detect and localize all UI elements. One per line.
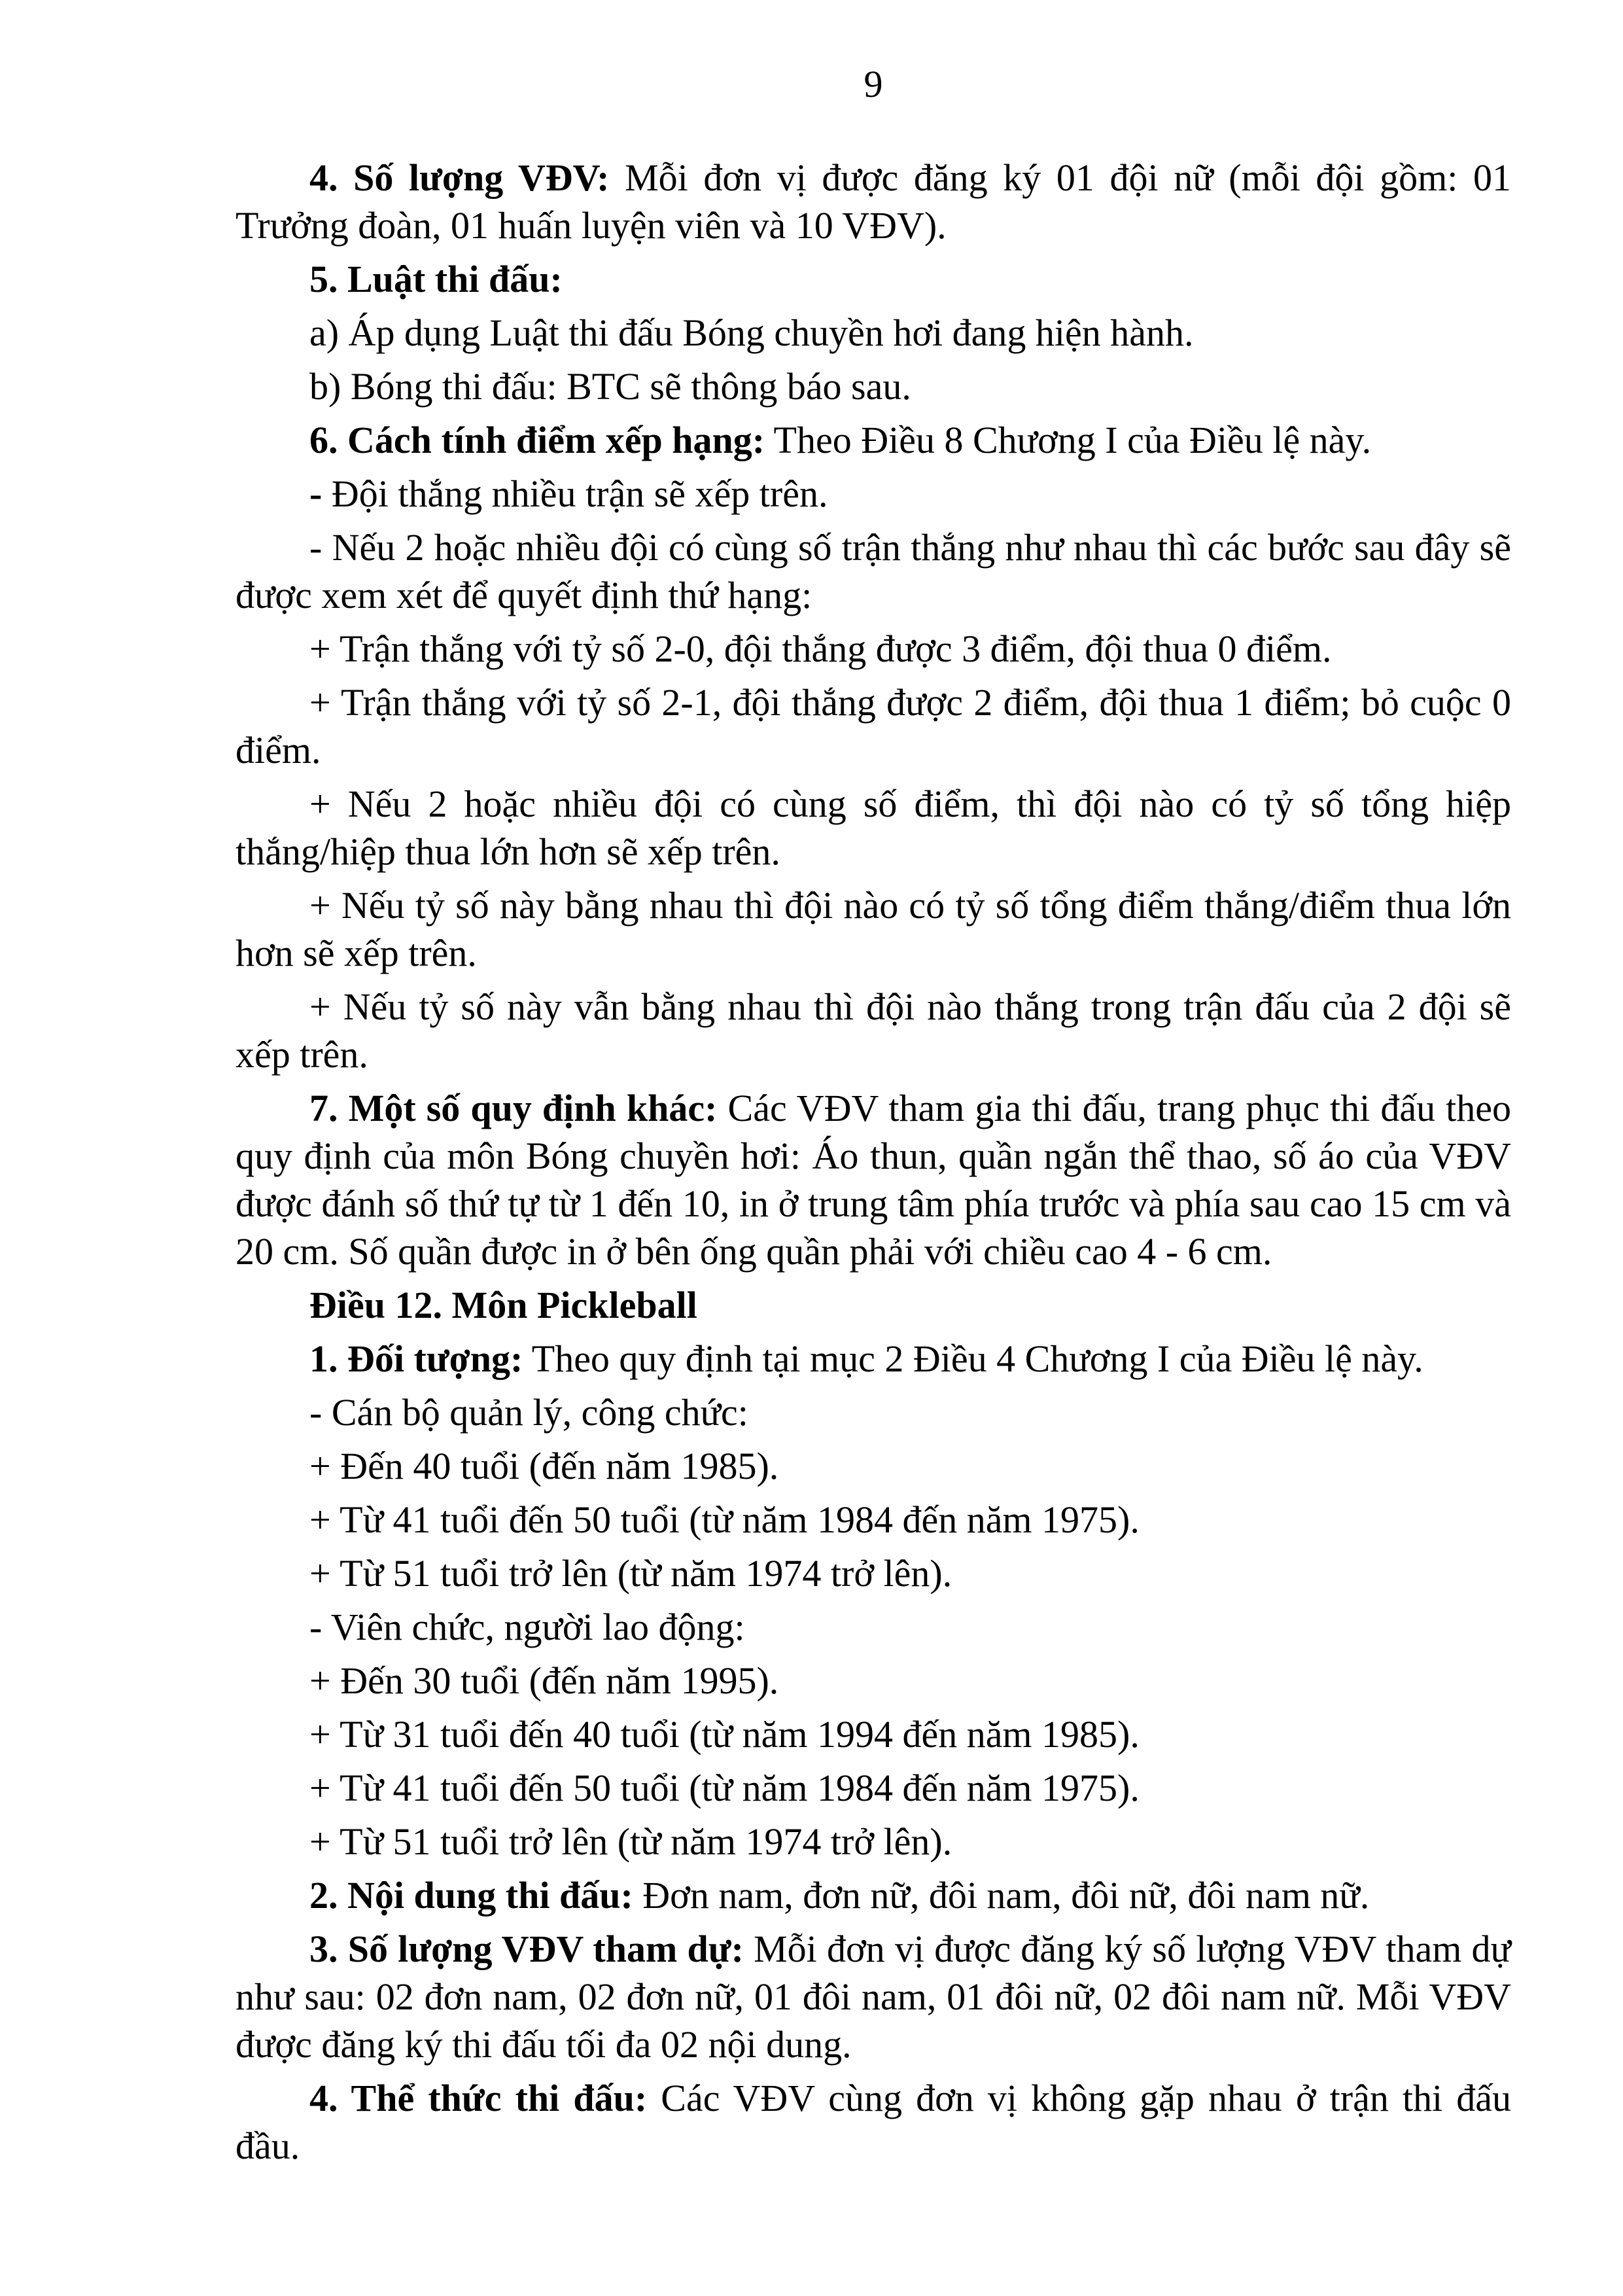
paragraph-lead: 4. Thể thức thi đấu: (309, 2077, 648, 2119)
paragraph-plus-item (236, 780, 1511, 875)
paragraph-the-thuc-thi-dau (236, 2074, 1511, 2170)
paragraph-noi-dung-thi-dau (236, 1871, 1511, 1919)
paragraph-text: + Từ 51 tuổi trở lên (từ năm 1974 trở lên). (309, 1820, 952, 1863)
paragraph-plus-item (236, 1710, 1511, 1758)
paragraph-lead: Điều 12. Môn Pickleball (309, 1284, 697, 1326)
paragraph-doi-tuong (236, 1335, 1511, 1383)
paragraph-cach-tinh-diem (236, 416, 1511, 464)
paragraph-text: - Cán bộ quản lý, công chức: (309, 1391, 748, 1434)
paragraph-plus-item (236, 1657, 1511, 1704)
heading-luat-thi-dau (236, 255, 1511, 303)
paragraph-dash-item (236, 1388, 1511, 1436)
paragraph-text: Theo quy định tại mục 2 Điều 4 Chương I của Điều lệ này. (523, 1337, 1423, 1380)
paragraph-lead: - (309, 472, 323, 515)
paragraph-text: + Trận thắng với tỷ số 2-0, đội thắng được 3 điểm, đội thua 0 điểm. (309, 627, 1332, 670)
paragraph-so-luong-vdv-tham-du (236, 1925, 1511, 2068)
paragraph-quy-dinh-khac (236, 1084, 1511, 1275)
paragraph-text: - Nếu 2 hoặc nhiều đội có cùng số trận thắng như nhau thì các bước sau đây sẽ được xem xét để quyết định thứ hạng: (236, 526, 1511, 616)
paragraph-text: + Nếu 2 hoặc nhiều đội có cùng số điểm, thì đội nào có tỷ số tổng hiệp thắng/hiệp thua lớn hơn sẽ xếp trên. (236, 783, 1511, 873)
paragraph-text: + Từ 31 tuổi đến 40 tuổi (từ năm 1994 đến năm 1985). (309, 1713, 1140, 1756)
paragraph-so-luong-vdv (236, 154, 1511, 249)
paragraph-lead: 7. Một số quy định khác: (309, 1087, 718, 1129)
paragraph-plus-item (236, 625, 1511, 673)
paragraph-item-b (236, 362, 1511, 410)
paragraph-dash-item (236, 1603, 1511, 1651)
paragraph-text: Đội thắng nhiều trận sẽ xếp trên. (322, 472, 828, 515)
page-number: 9 (864, 63, 883, 105)
paragraph-dash-item (236, 523, 1511, 619)
paragraph-plus-item (236, 1496, 1511, 1544)
paragraph-text: Mỗi đơn vị được đăng ký 01 đội nữ (mỗi đội gồm: 01 Trưởng đoàn, 01 huấn luyện viên và 10 VĐV). (236, 156, 1511, 247)
paragraph-text: + Trận thắng với tỷ số 2-1, đội thắng được 2 điểm, đội thua 1 điểm; bỏ cuộc 0 điểm. (236, 681, 1511, 771)
paragraph-dash-item (236, 470, 1511, 518)
document-body (236, 154, 1511, 2170)
paragraph-plus-item (236, 1818, 1511, 1865)
paragraph-text: + Nếu tỷ số này vẫn bằng nhau thì đội nào thắng trong trận đấu của 2 đội sẽ xếp trên. (236, 985, 1511, 1076)
paragraph-lead: 2. Nội dung thi đấu: (309, 1874, 633, 1916)
heading-dieu-12-pickleball (236, 1281, 1511, 1329)
paragraph-lead: 3. Số lượng VĐV tham dự: (309, 1928, 744, 1970)
paragraph-plus-item (236, 1442, 1511, 1490)
paragraph-plus-item (236, 881, 1511, 977)
paragraph-text: a) Áp dụng Luật thi đấu Bóng chuyền hơi đang hiện hành. (309, 311, 1194, 354)
paragraph-lead: 4. Số lượng VĐV: (309, 156, 610, 199)
paragraph-text: + Từ 51 tuổi trở lên (từ năm 1974 trở lên). (309, 1552, 952, 1595)
paragraph-lead: 1. Đối tượng: (309, 1337, 523, 1380)
paragraph-text: + Đến 40 tuổi (đến năm 1985). (309, 1445, 779, 1487)
paragraph-text: - Viên chức, người lao động: (309, 1606, 745, 1648)
paragraph-plus-item (236, 983, 1511, 1078)
paragraph-text: b) Bóng thi đấu: BTC sẽ thông báo sau. (309, 365, 911, 408)
paragraph-text: + Nếu tỷ số này bằng nhau thì đội nào có tỷ số tổng điểm thắng/điểm thua lớn hơn sẽ xếp trên. (236, 884, 1511, 974)
paragraph-text: Theo Điều 8 Chương I của Điều lệ này. (765, 419, 1372, 461)
paragraph-lead: 5. Luật thi đấu: (309, 258, 563, 300)
paragraph-item-a (236, 309, 1511, 357)
paragraph-text: + Từ 41 tuổi đến 50 tuổi (từ năm 1984 đến năm 1975). (309, 1498, 1140, 1541)
paragraph-lead: 6. Cách tính điểm xếp hạng: (309, 419, 765, 461)
paragraph-text: + Từ 41 tuổi đến 50 tuổi (từ năm 1984 đến năm 1975). (309, 1767, 1140, 1809)
paragraph-plus-item (236, 679, 1511, 774)
paragraph-plus-item (236, 1549, 1511, 1597)
paragraph-text: Các VĐV cùng đơn vị không gặp nhau ở trận thi đấu đầu. (236, 2077, 1511, 2167)
paragraph-text: Đơn nam, đơn nữ, đôi nam, đôi nữ, đôi nam nữ. (633, 1874, 1370, 1916)
paragraph-text: Mỗi đơn vị được đăng ký số lượng VĐV tham dự như sau: 02 đơn nam, 02 đơn nữ, 01 đôi nam, 01 đôi nữ, 02 đôi nam nữ. Mỗi VĐV được đăng ký thi đấu tối đa 02 nội dung. (236, 1928, 1511, 2066)
paragraph-text: + Đến 30 tuổi (đến năm 1995). (309, 1659, 779, 1702)
paragraph-plus-item (236, 1764, 1511, 1812)
paragraph-text: Các VĐV tham gia thi đấu, trang phục thi đấu theo quy định của môn Bóng chuyền hơi: Áo thun, quần ngắn thể thao, số áo của VĐV được đánh số thứ tự từ 1 đến 10, in ở trung tâm phía trước và phía sau cao 15 cm và 20 cm. Số quần được in ở bên ống quần phải với chiều cao 4 - 6 cm. (236, 1087, 1511, 1273)
